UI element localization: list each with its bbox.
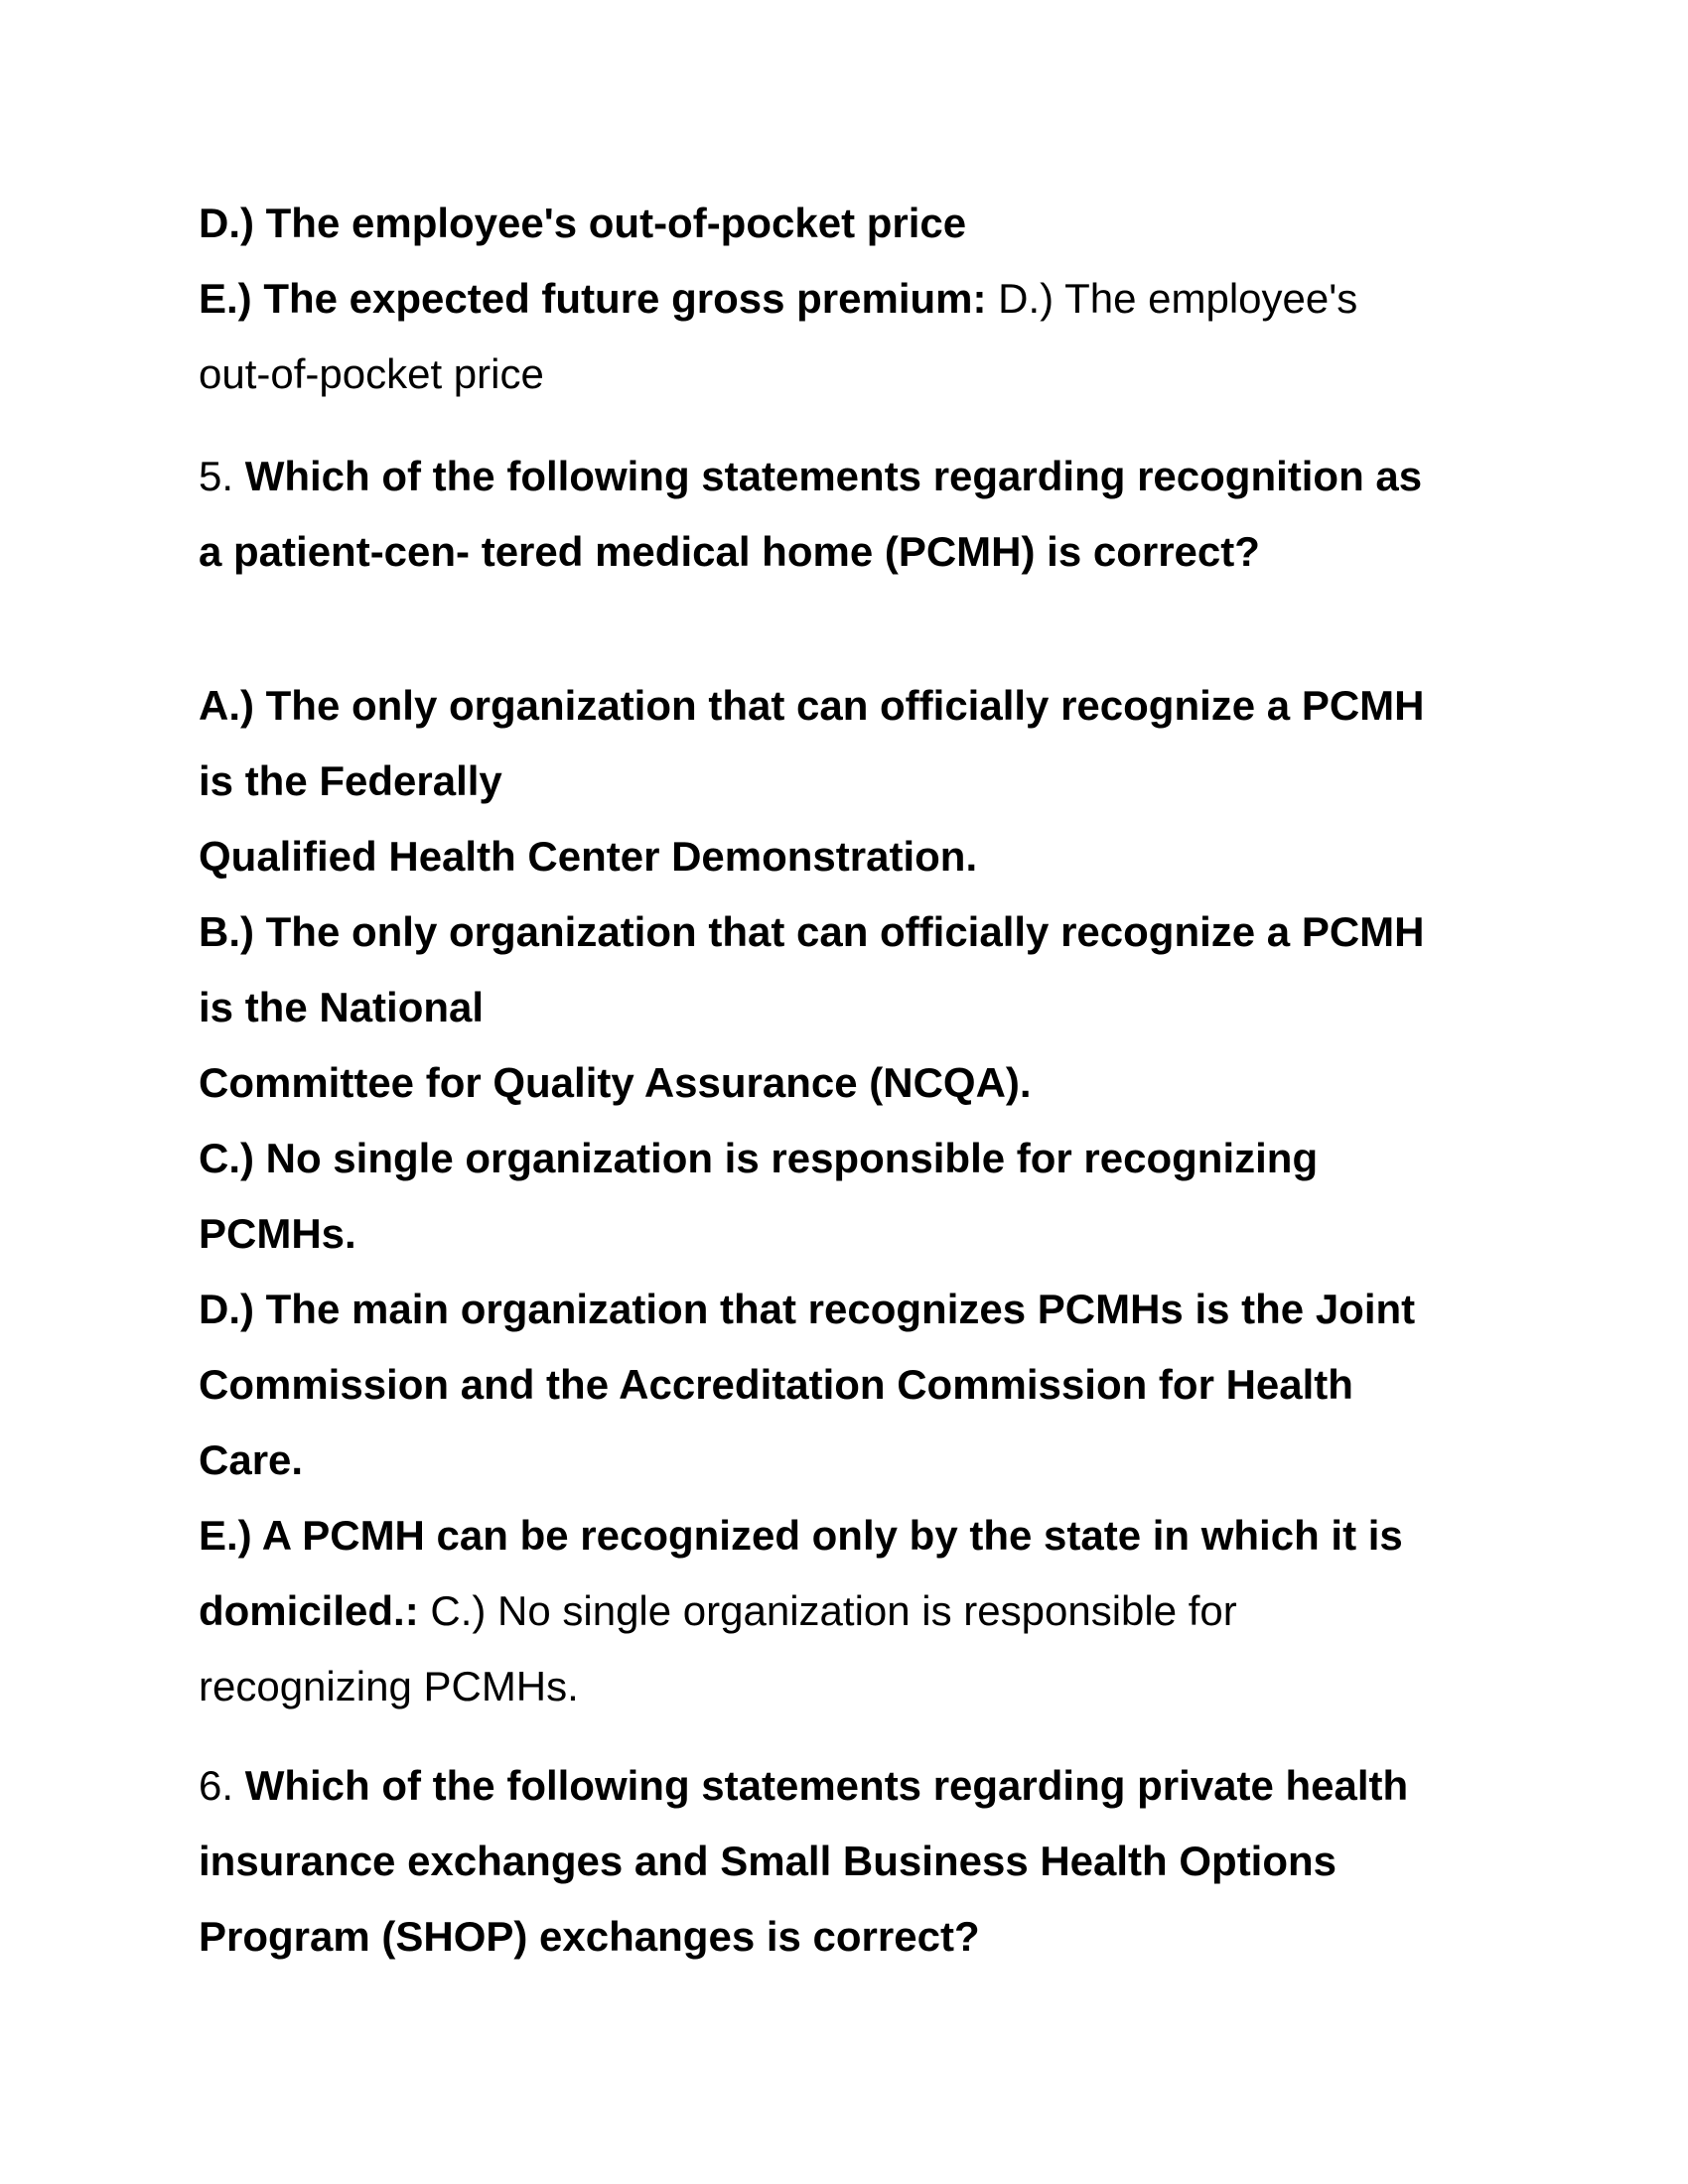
option-e-with-answer [199,274,1357,324]
option-d-continued: Commission and the Accreditation Commission for Health [199,1361,1353,1408]
answer-text-continued: recognizing PCMHs. [199,1663,579,1709]
option-a: A.) The only organization that can officially recognize a PCMH [199,682,1425,729]
question-stem-continued: Program (SHOP) exchanges is correct? [199,1913,980,1960]
option-e: E.) The expected future gross premium: [199,275,987,322]
option-a-continued: Qualified Health Center Demonstration. [199,833,978,880]
answer-text: C.) No single organization is responsible for [430,1587,1237,1634]
option-a-continued: is the Federally [199,757,502,804]
option-e: E.) A PCMH can be recognized only by the state in which it is [199,1512,1403,1559]
option-d-continued: Care. [199,1436,304,1483]
option-c: C.) No single organization is responsible for recognizing [199,1135,1319,1181]
answer-text: D.) The employee's [998,275,1358,322]
option-b-continued: is the National [199,984,485,1030]
question-5-stem [199,452,1422,501]
question-stem-continued: insurance exchanges and Small Business Health Options [199,1838,1337,1884]
option-b-continued: Committee for Quality Assurance (NCQA). [199,1059,1032,1106]
option-d: D.) The employee's out-of-pocket price [199,200,967,246]
option-e-continued: domiciled.: [199,1587,419,1634]
question-number: 6. [199,1762,234,1809]
question-6-stem [199,1761,1408,1811]
question-number: 5. [199,453,234,499]
question-stem: Which of the following statements regarding recognition as [244,453,1423,499]
option-d: D.) The main organization that recognizes PCMHs is the Joint [199,1286,1416,1332]
question-stem-continued: a patient-cen- tered medical home (PCMH) is correct? [199,528,1260,575]
option-c-continued: PCMHs. [199,1210,356,1257]
answer-text-continued: out-of-pocket price [199,350,544,397]
option-e-with-answer [199,1586,1237,1636]
option-b: B.) The only organization that can officially recognize a PCMH [199,908,1425,955]
question-stem: Which of the following statements regarding private health [244,1762,1409,1809]
